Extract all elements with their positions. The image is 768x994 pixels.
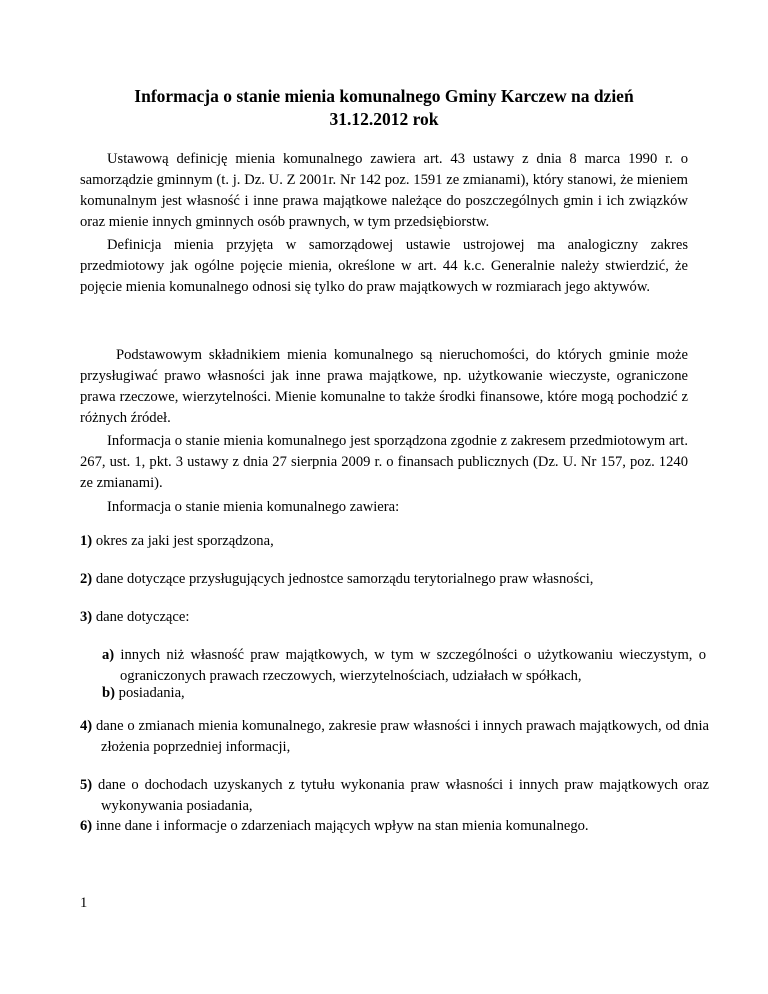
list-item <box>80 531 709 552</box>
paragraph-components: Podstawowym składnikiem mienia komunalnego są nieruchomości, do których gminie może przysługiwać prawo własności jak inne prawa majątkowe, np. użytkowanie wieczyste, ograniczone prawa rzeczowe, wierzytelności. Mienie komunalne to także środki finansowe, które mogą pochodzić z różnych źródeł. <box>80 347 688 426</box>
list-item-number: 2) <box>80 571 93 587</box>
list-item-number: 1) <box>80 533 93 549</box>
list-item-number: 5) <box>80 777 93 793</box>
list-item-text: dane o zmianach mienia komunalnego, zakresie praw własności i innych prawach majątkowych, od dnia złożenia poprzedniej informacji, <box>96 718 709 755</box>
title-line-2: 31.12.2012 rok <box>329 109 439 129</box>
document-title <box>80 85 688 131</box>
sub-list-item-letter: b) <box>102 685 115 701</box>
list-item-text: dane dotyczące: <box>95 609 190 625</box>
title-line-1: Informacja o stanie mienia komunalnego Gminy Karczew na dzień <box>134 86 634 106</box>
sub-list-item-text: innych niż własność praw majątkowych, w tym w szczególności o użytkowaniu wieczystym, o ograniczonych prawach rzeczowych, wierzytelnościach, udziałach w spółkach, <box>120 647 706 684</box>
page-number: 1 <box>80 895 88 911</box>
list-item-text: okres za jaki jest sporządzona, <box>95 533 274 549</box>
list-item-text: inne dane i informacje o zdarzeniach mających wpływ na stan mienia komunalnego. <box>95 818 589 834</box>
sub-list-item-letter: a) <box>102 647 115 663</box>
list-item <box>80 816 709 837</box>
sub-list-item <box>102 645 706 687</box>
list-item <box>80 607 709 628</box>
paragraph-legal-basis: Informacja o stanie mienia komunalnego jest sporządzona zgodnie z zakresem przedmiotowym art. 267, ust. 1, pkt. 3 ustawy z dnia 27 sierpnia 2009 r. o finansach publicznych (Dz. U. Nr 157, poz. 1240 ze zmianami). <box>80 433 688 491</box>
sub-list-item-text: posiadania, <box>118 685 185 701</box>
list-item-text: dane dotyczące przysługujących jednostce samorządu terytorialnego praw własności, <box>95 571 594 587</box>
paragraph-definition: Ustawową definicję mienia komunalnego zawiera art. 43 ustawy z dnia 8 marca 1990 r. o samorządzie gminnym (t. j. Dz. U. Z 2001r. Nr 142 poz. 1591 ze zmianami), który stanowi, że mieniem komunalnym jest własność i inne prawa majątkowe należące do poszczególnych gmin i ich związków oraz mienie innych gminnych osób prawnych, w tym przedsiębiorstw. <box>80 151 688 230</box>
list-item <box>80 569 709 590</box>
list-item-number: 3) <box>80 609 93 625</box>
paragraph-scope: Definicja mienia przyjęta w samorządowej ustawie ustrojowej ma analogiczny zakres przedmiotowy jak ogólne pojęcie mienia, określone w art. 44 k.c. Generalnie należy stwierdzić, że pojęcie mienia komunalnego odnosi się tylko do praw majątkowych w rozmiarach jego aktywów. <box>80 237 688 295</box>
list-item-number: 4) <box>80 718 93 734</box>
sub-list-item <box>102 683 706 704</box>
list-item-text: dane o dochodach uzyskanych z tytułu wykonania praw własności i innych praw majątkowych oraz wykonywania posiadania, <box>98 777 709 814</box>
paragraph-contents-intro: Informacja o stanie mienia komunalnego zawiera: <box>107 499 400 515</box>
list-item <box>80 716 709 758</box>
list-item <box>80 775 709 817</box>
list-item-number: 6) <box>80 818 93 834</box>
